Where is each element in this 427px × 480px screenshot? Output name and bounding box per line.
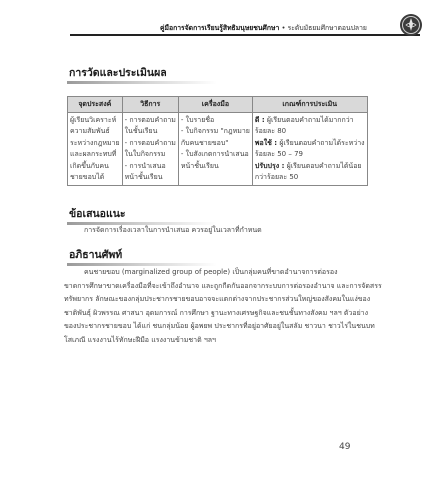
- objective-line: ชายขอบได้: [70, 173, 105, 182]
- criteria-text: ผู้เรียนตอบคำถามได้น้อย: [284, 161, 362, 170]
- criteria-text: กว่าร้อยละ 50: [254, 173, 299, 182]
- method-line: - การนำเสนอ: [124, 161, 166, 170]
- col-header-criteria: เกณฑ์การประเมิน: [252, 97, 367, 113]
- tool-cell: [178, 113, 252, 186]
- criteria-text: ผู้เรียนตอบคำถามได้มากกว่า: [264, 116, 354, 124]
- running-header: [160, 22, 367, 33]
- glossary-line: ทรัพยากร ลักษณะของกลุ่มประชากรชายขอบอาจจะแตกต่างจากประชากรส่วนใหญ่ของสังคมในแง่ของ: [64, 295, 371, 304]
- tool-line: - ใบสังเกตการนำเสนอ: [180, 150, 249, 159]
- evaluation-table: [67, 96, 368, 186]
- table-header-row: [68, 97, 368, 113]
- method-line: หน้าชั้นเรียน: [124, 173, 163, 182]
- method-line: - การตอบคำถาม: [124, 116, 176, 124]
- section-glossary-heading: [67, 248, 357, 266]
- criteria-cell: [252, 113, 367, 186]
- method-line: ในชั้นเรียน: [124, 127, 158, 136]
- glossary-line: คนชายขอบ (marginalized group of people) เป็นกลุ่มคนที่ขาดอำนาจการต่อรอง: [84, 268, 338, 276]
- running-header-bold: คู่มือการจัดการเรียนรู้สิทธิมนุษยชนศึกษา: [160, 24, 280, 32]
- header-rule: [70, 34, 420, 36]
- criteria-improve: [255, 161, 365, 172]
- page-header: [0, 0, 427, 40]
- method-line: ในใบกิจกรรม: [124, 150, 166, 159]
- glossary-line: ของประชากรชายขอบ ได้แก่ ชนกลุ่มน้อย ผู้อพยพ ประชากรที่อยู่อาศัยอยู่ในสลัม ชาวนา ชาวไร่ในชนบท: [64, 322, 375, 331]
- col-header-objective: จุดประสงค์: [68, 97, 123, 113]
- section-evaluation-heading: [67, 66, 357, 84]
- objective-line: และผลกระทบที่: [70, 150, 117, 159]
- tool-line: - ใบรายชื่อ: [180, 116, 215, 124]
- table-row: [68, 113, 368, 186]
- running-header-rest: • ระดับมัธยมศึกษาตอนปลาย: [279, 24, 367, 32]
- col-header-method: วิธีการ: [122, 97, 178, 113]
- criteria-label: ดี :: [254, 116, 265, 124]
- criteria-text: ร้อยละ 50 – 79: [254, 150, 303, 159]
- section-underline: [67, 81, 217, 84]
- criteria-label: ปรับปรุง :: [254, 161, 285, 170]
- objective-line: ความสัมพันธ์: [70, 127, 110, 136]
- objective-line: เกิดขึ้นกับคน: [70, 161, 109, 170]
- criteria-label: พอใช้ :: [254, 138, 278, 147]
- criteria-fair: [255, 138, 365, 149]
- criteria-good: [255, 115, 365, 126]
- method-cell: [122, 113, 178, 186]
- glossary-line: ขาดการศึกษาขาดเครื่องมือที่จะเข้าถึงอำนาจ และถูกกีดกันออกจากระบบการต่อรองอำนาจ และการจัดสรร: [64, 281, 382, 290]
- method-line: - การตอบคำถาม: [124, 138, 176, 147]
- tool-line: กับคนชายขอบ": [180, 138, 229, 147]
- glossary-paragraph: [64, 266, 382, 348]
- tool-line: หน้าชั้นเรียน: [180, 161, 219, 170]
- objective-cell: [68, 113, 123, 186]
- section-title: ข้อเสนอแนะ: [69, 208, 126, 220]
- objective-line: ผู้เรียนวิเคราะห์: [70, 116, 117, 124]
- tool-line: - ใบกิจกรรม "กฎหมาย: [180, 127, 250, 136]
- suggestion-text: การจัดการเรื่องเวลาในการนำเสนอ ควรอยู่ในเวลาที่กำหนด: [84, 226, 262, 234]
- col-header-tool: เครื่องมือ: [178, 97, 252, 113]
- section-title: อภิธานศัพท์: [69, 249, 123, 261]
- criteria-text: ผู้เรียนตอบคำถามได้ระหว่าง: [277, 138, 365, 147]
- section-title: การวัดและประเมินผล: [69, 67, 167, 79]
- section-suggestion-heading: [67, 207, 357, 225]
- objective-line: ระหว่างกฎหมาย: [70, 138, 120, 147]
- glossary-line: ชาติพันธุ์ ผิวพรรณ ศาสนา อุดมการณ์ การศึกษา ฐานะทางเศรษฐกิจและชนชั้นทางสังคม ฯลฯ ตัวอย่าง: [64, 308, 369, 317]
- glossary-line: โสเภณี แรงงานไร้ทักษะฝีมือ แรงงานข้ามชาติ ฯลฯ: [64, 335, 216, 344]
- page-number: 49: [339, 442, 351, 452]
- emblem-logo: [399, 13, 423, 37]
- criteria-text: ร้อยละ 80: [254, 127, 287, 136]
